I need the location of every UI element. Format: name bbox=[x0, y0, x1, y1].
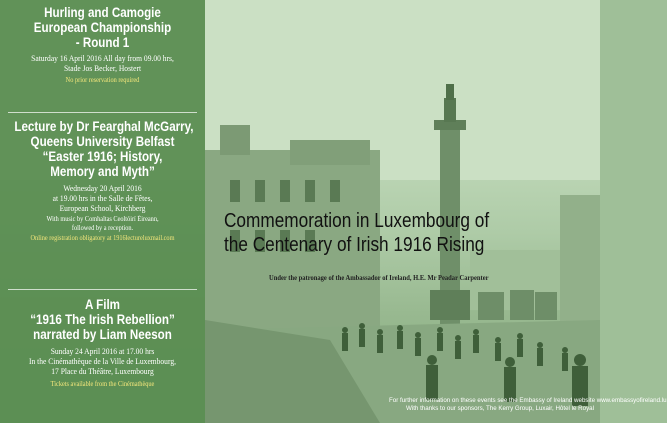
event-music: followed by a reception. bbox=[71, 224, 134, 232]
event-detail: Saturday 16 April 2016 All day from 09.00 hrs, bbox=[31, 54, 174, 63]
divider bbox=[8, 112, 197, 113]
event-lecture bbox=[0, 119, 205, 243]
event-note: Online registration obligatory at 1916lectureluxmail.com bbox=[30, 234, 175, 242]
event-detail: Sunday 24 April 2016 at 17.00 hrs bbox=[50, 347, 155, 356]
event-title-line: Queens University Belfast bbox=[30, 134, 175, 149]
main-title-line: the Centenary of Irish 1916 Rising bbox=[224, 233, 485, 256]
event-detail: 17 Place du Théâtre, Luxembourg bbox=[51, 367, 154, 376]
event-title-line: European Championship bbox=[33, 20, 172, 35]
main-title bbox=[224, 209, 540, 257]
info-footer bbox=[389, 397, 667, 413]
info-line: For further information on these events see the Embassy of Ireland website www.embassyofireland.lu bbox=[389, 397, 667, 404]
event-title-line: narrated by Liam Neeson bbox=[33, 327, 172, 342]
info-line: With thanks to our sponsors, The Kerry Group, Luxair, Hôtel le Royal bbox=[405, 405, 594, 412]
event-note: No prior reservation required bbox=[65, 76, 140, 84]
event-detail: In the Cinémathèque de la Ville de Luxembourg, bbox=[29, 357, 176, 366]
event-title-line: Lecture by Dr Fearghal McGarry, bbox=[14, 119, 194, 134]
event-music: With music by Comhaltas Ceoltóirí Éireann, bbox=[46, 215, 159, 223]
main-title-line: Commemoration in Luxembourg of bbox=[224, 209, 490, 232]
event-hurling bbox=[0, 5, 205, 85]
event-title-line: Memory and Myth” bbox=[50, 164, 155, 179]
event-film bbox=[0, 297, 205, 389]
event-title-line: A Film bbox=[84, 297, 121, 312]
events-panel bbox=[0, 0, 205, 423]
divider bbox=[8, 289, 197, 290]
event-detail: Stade Jos Becker, Hostert bbox=[63, 64, 142, 73]
event-title-line: “1916 The Irish Rebellion” bbox=[30, 312, 175, 327]
event-title-line: Hurling and Camogie bbox=[44, 5, 161, 20]
event-title-line: - Round 1 bbox=[75, 35, 130, 50]
event-detail: at 19.00 hrs in the Salle de Fêtes, bbox=[52, 194, 153, 203]
patronage-text: Under the patronage of the Ambassador of Ireland, H.E. Mr Peadar Carpenter bbox=[269, 273, 489, 282]
event-title-line: “Easter 1916; History, bbox=[42, 149, 163, 164]
event-detail: European School, Kirchberg bbox=[59, 204, 146, 213]
event-note: Tickets available from the Cinémathèque bbox=[50, 380, 155, 388]
event-detail: Wednesday 20 April 2016 bbox=[63, 184, 142, 193]
